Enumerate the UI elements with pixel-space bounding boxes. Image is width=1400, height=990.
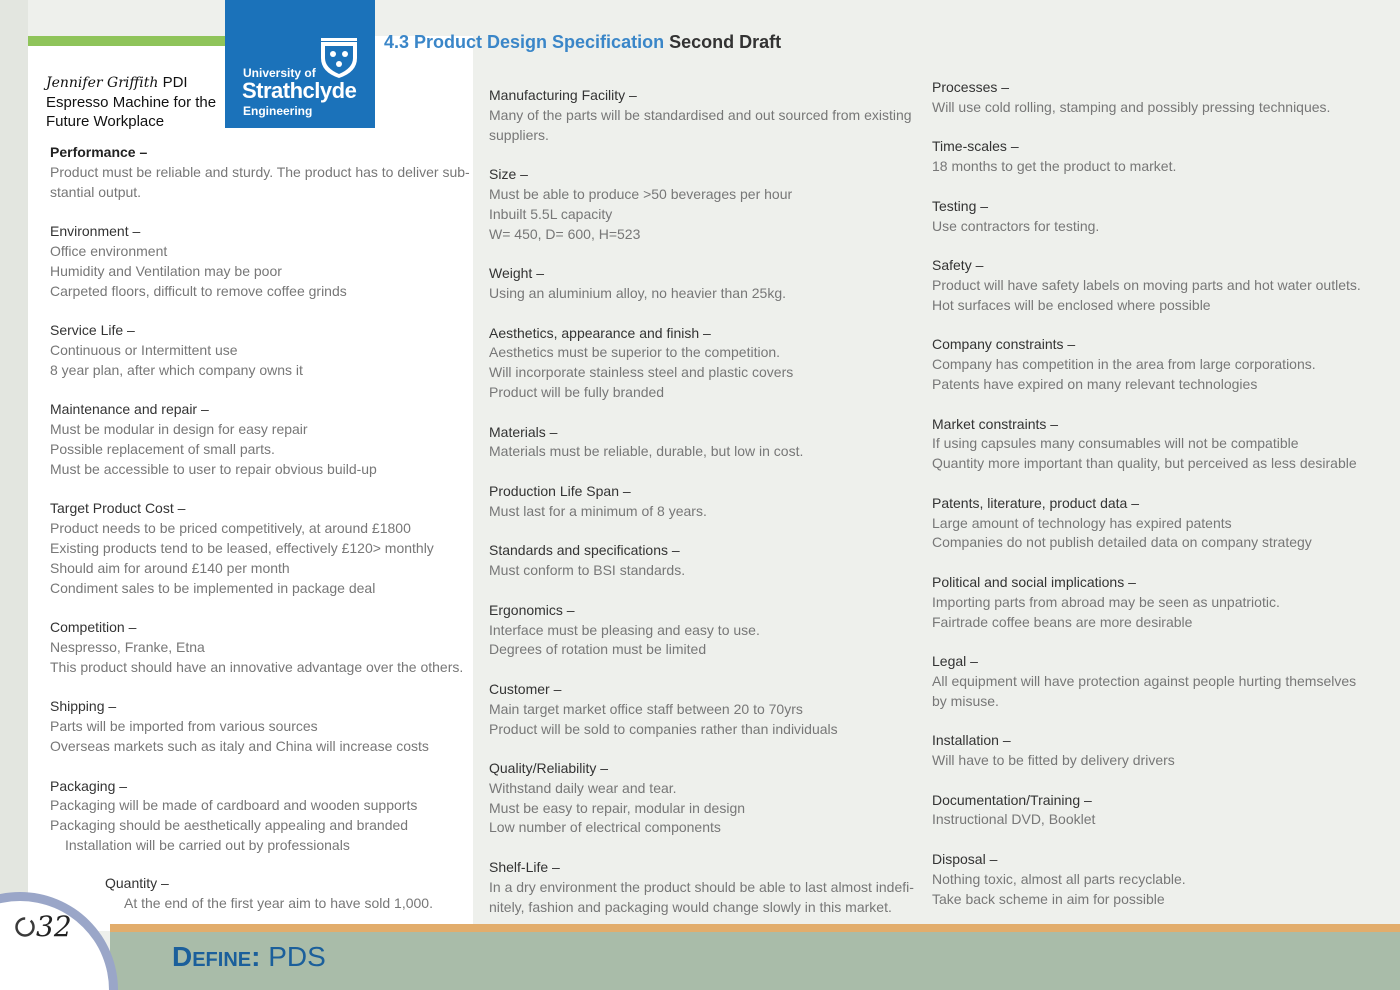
section-title: Customer – bbox=[489, 680, 562, 697]
section-line: Nespresso, Franke, Etna bbox=[50, 638, 205, 655]
section-quantity-line: At the end of the first year aim to have sold 1,000. bbox=[124, 895, 433, 911]
section-title: Time-scales – bbox=[932, 138, 1019, 155]
section-weight bbox=[489, 264, 919, 304]
section-documentation bbox=[932, 791, 1372, 831]
section-quality bbox=[489, 759, 919, 838]
title-rest: Second Draft bbox=[664, 32, 782, 52]
section-line: Possible replacement of small parts. bbox=[50, 440, 275, 457]
section-title: Processes – bbox=[932, 79, 1010, 95]
logo-line-2: Strathclyde bbox=[242, 78, 357, 103]
section-line: Importing parts from abroad may be seen as unpatriotic. bbox=[932, 593, 1280, 610]
section-line: stantial output. bbox=[50, 183, 142, 200]
section-quantity-title: Quantity – bbox=[105, 875, 169, 891]
section-title: Safety – bbox=[932, 257, 984, 274]
section-line: Installation will be carried out by professionals bbox=[65, 836, 350, 853]
section-line: by misuse. bbox=[932, 692, 999, 709]
section-materials bbox=[489, 423, 919, 463]
section-line: Carpeted floors, difficult to remove coffee grinds bbox=[50, 282, 347, 299]
section-line: Fairtrade coffee beans are more desirable bbox=[932, 613, 1193, 630]
section-political bbox=[932, 573, 1372, 632]
section-time-scales bbox=[932, 137, 1372, 177]
section-aesthetics bbox=[489, 324, 919, 403]
section-environment bbox=[50, 222, 470, 301]
logo-line-3: Engineering bbox=[243, 104, 313, 118]
section-title: Shelf-Life – bbox=[489, 859, 560, 876]
section-packaging bbox=[50, 777, 470, 856]
section-title: Legal – bbox=[932, 653, 978, 670]
section-line: Office environment bbox=[50, 242, 168, 259]
section-title: Performance – bbox=[50, 144, 148, 160]
section-maintenance bbox=[50, 400, 470, 479]
section-line: Must be able to produce >50 beverages per hour bbox=[489, 185, 793, 202]
footer-define: Define: bbox=[172, 941, 261, 972]
section-line: Product will be sold to companies rather than individuals bbox=[489, 720, 838, 737]
section-line: Existing products tend to be leased, effectively £120> monthly bbox=[50, 539, 434, 556]
section-line: Main target market office staff between 20 to 70yrs bbox=[489, 700, 803, 717]
section-title: Production Life Span – bbox=[489, 482, 631, 499]
section-line: Materials must be reliable, durable, but low in cost. bbox=[489, 443, 804, 460]
section-safety bbox=[932, 256, 1372, 315]
section-line: Large amount of technology has expired patents bbox=[932, 514, 1232, 531]
section-line: Take back scheme in aim for possible bbox=[932, 890, 1165, 907]
footer-topic: PDS bbox=[260, 941, 326, 972]
section-standards bbox=[489, 541, 919, 581]
column-3 bbox=[932, 78, 1372, 929]
section-line: Withstand daily wear and tear. bbox=[489, 779, 677, 796]
section-line: Low number of electrical components bbox=[489, 819, 721, 836]
section-line: Many of the parts will be standardised and out sourced from existing bbox=[489, 106, 912, 123]
section-installation bbox=[932, 731, 1372, 771]
section-title: Installation – bbox=[932, 732, 1011, 749]
section-title: Political and social implications – bbox=[932, 573, 1136, 590]
section-line: Instructional DVD, Booklet bbox=[932, 811, 1096, 828]
section-line: Must be easy to repair, modular in design bbox=[489, 799, 746, 816]
section-title: Service Life – bbox=[50, 322, 135, 339]
section-processes bbox=[932, 78, 1372, 118]
section-target-cost bbox=[50, 499, 470, 598]
section-shipping bbox=[50, 697, 470, 756]
section-title: Materials – bbox=[489, 423, 558, 440]
section-disposal bbox=[932, 850, 1372, 909]
section-manufacturing bbox=[489, 86, 919, 145]
section-title: Maintenance and repair – bbox=[50, 401, 209, 418]
section-line: Quantity more important than quality, but perceived as less desirable bbox=[932, 455, 1357, 472]
section-line: Will use cold rolling, stamping and possibly pressing techniques. bbox=[932, 98, 1331, 115]
section-line: Must last for a minimum of 8 years. bbox=[489, 502, 707, 519]
section-line: Use contractors for testing. bbox=[932, 217, 1100, 234]
section-line: Should aim for around £140 per month bbox=[50, 559, 290, 576]
section-line: Aesthetics must be superior to the competition. bbox=[489, 344, 781, 361]
section-line: Product must be reliable and sturdy. The product has to deliver sub- bbox=[50, 163, 470, 180]
section-line: Overseas markets such as italy and China will increase costs bbox=[50, 737, 429, 754]
section-title: Size – bbox=[489, 166, 528, 183]
section-line: Interface must be pleasing and easy to use. bbox=[489, 621, 760, 638]
title-highlight: 4.3 Product Design Specification bbox=[384, 32, 665, 52]
section-line: Must conform to BSI standards. bbox=[489, 562, 686, 579]
section-ergonomics bbox=[489, 601, 919, 660]
column-1 bbox=[50, 143, 470, 875]
section-line: Companies do not publish detailed data on company strategy bbox=[932, 534, 1312, 551]
section-line: Packaging will be made of cardboard and wooden supports bbox=[50, 797, 418, 814]
section-line: Product needs to be priced competitively, at around £1800 bbox=[50, 520, 411, 537]
section-line: Condiment sales to be implemented in package deal bbox=[50, 579, 376, 596]
section-title: Target Product Cost – bbox=[50, 500, 186, 517]
section-line: Will incorporate stainless steel and plastic covers bbox=[489, 364, 794, 381]
university-logo bbox=[225, 0, 375, 128]
page-number bbox=[14, 910, 72, 943]
project-line-2: Future Workplace bbox=[46, 113, 165, 130]
author-suffix: PDI bbox=[158, 74, 188, 91]
section-title: Documentation/Training – bbox=[932, 791, 1092, 808]
section-line: nitely, fashion and packaging would change slowly in this market. bbox=[489, 898, 892, 915]
section-line: Product will be fully branded bbox=[489, 383, 665, 400]
section-line: 18 months to get the product to market. bbox=[932, 158, 1177, 175]
section-title: Market constraints – bbox=[932, 415, 1059, 432]
section-customer bbox=[489, 680, 919, 739]
section-line: Packaging should be aesthetically appealing and branded bbox=[50, 817, 409, 834]
section-patents bbox=[932, 494, 1372, 553]
crest-icon bbox=[317, 36, 361, 80]
section-line: Using an aluminium alloy, no heavier than 25kg. bbox=[489, 284, 787, 301]
section-line: Must be modular in design for easy repair bbox=[50, 421, 308, 438]
section-service-life bbox=[50, 321, 470, 380]
background-texture bbox=[0, 0, 28, 990]
section-line: suppliers. bbox=[489, 126, 549, 143]
section-title: Testing – bbox=[932, 197, 989, 214]
section-title: Quality/Reliability – bbox=[489, 760, 609, 777]
section-line: Continuous or Intermittent use bbox=[50, 341, 238, 358]
footer-title bbox=[172, 941, 326, 973]
section-title: Manufacturing Facility – bbox=[489, 87, 637, 103]
coffee-ring-icon bbox=[14, 916, 36, 938]
section-title: Competition – bbox=[50, 619, 137, 636]
page-title bbox=[384, 32, 781, 53]
section-line: Will have to be fitted by delivery drivers bbox=[932, 752, 1175, 769]
author-block bbox=[46, 73, 226, 131]
section-testing bbox=[932, 197, 1372, 237]
section-shelf-life bbox=[489, 858, 919, 917]
section-line: Patents have expired on many relevant technologies bbox=[932, 375, 1258, 392]
author-name: Jennifer Griffith bbox=[46, 75, 159, 91]
section-line: Nothing toxic, almost all parts recyclable. bbox=[932, 870, 1186, 887]
section-title: Company constraints – bbox=[932, 336, 1076, 353]
section-title: Environment – bbox=[50, 223, 141, 240]
section-title: Aesthetics, appearance and finish – bbox=[489, 324, 711, 341]
section-legal bbox=[932, 652, 1372, 711]
section-line: This product should have an innovative advantage over the others. bbox=[50, 658, 464, 675]
page-number-text: 32 bbox=[36, 910, 72, 943]
section-production-life bbox=[489, 482, 919, 522]
column-2 bbox=[489, 86, 919, 937]
section-title: Standards and specifications – bbox=[489, 542, 680, 559]
section-company-constraints bbox=[932, 335, 1372, 394]
section-line: 8 year plan, after which company owns it bbox=[50, 361, 303, 378]
section-performance bbox=[50, 143, 470, 202]
section-line: Degrees of rotation must be limited bbox=[489, 641, 707, 658]
section-size bbox=[489, 165, 919, 244]
green-accent-bar bbox=[28, 36, 228, 46]
section-market-constraints bbox=[932, 415, 1372, 474]
section-title: Ergonomics – bbox=[489, 601, 575, 618]
project-line-1: Espresso Machine for the bbox=[46, 94, 217, 111]
section-line: Inbuilt 5.5L capacity bbox=[489, 205, 613, 222]
section-title: Packaging – bbox=[50, 777, 128, 794]
section-title: Shipping – bbox=[50, 698, 117, 715]
logo-line-1: University of bbox=[243, 66, 316, 80]
section-line: Product will have safety labels on moving parts and hot water outlets. bbox=[932, 276, 1361, 293]
section-line: All equipment will have protection against people hurting themselves bbox=[932, 672, 1357, 689]
section-line: W= 450, D= 600, H=523 bbox=[489, 225, 641, 242]
section-competition bbox=[50, 618, 470, 677]
section-title: Patents, literature, product data – bbox=[932, 494, 1140, 511]
section-line: In a dry environment the product should be able to last almost indefi- bbox=[489, 878, 914, 895]
section-line: If using capsules many consumables will not be compatible bbox=[932, 435, 1299, 452]
section-line: Company has competition in the area from large corporations. bbox=[932, 356, 1316, 373]
section-line: Parts will be imported from various sources bbox=[50, 718, 318, 735]
section-line: Humidity and Ventilation may be poor bbox=[50, 262, 282, 279]
section-line: Must be accessible to user to repair obvious build-up bbox=[50, 460, 377, 477]
section-title: Disposal – bbox=[932, 851, 998, 868]
section-title: Weight – bbox=[489, 265, 544, 282]
section-line: Hot surfaces will be enclosed where possible bbox=[932, 296, 1211, 313]
footer-accent-line bbox=[110, 924, 1400, 932]
